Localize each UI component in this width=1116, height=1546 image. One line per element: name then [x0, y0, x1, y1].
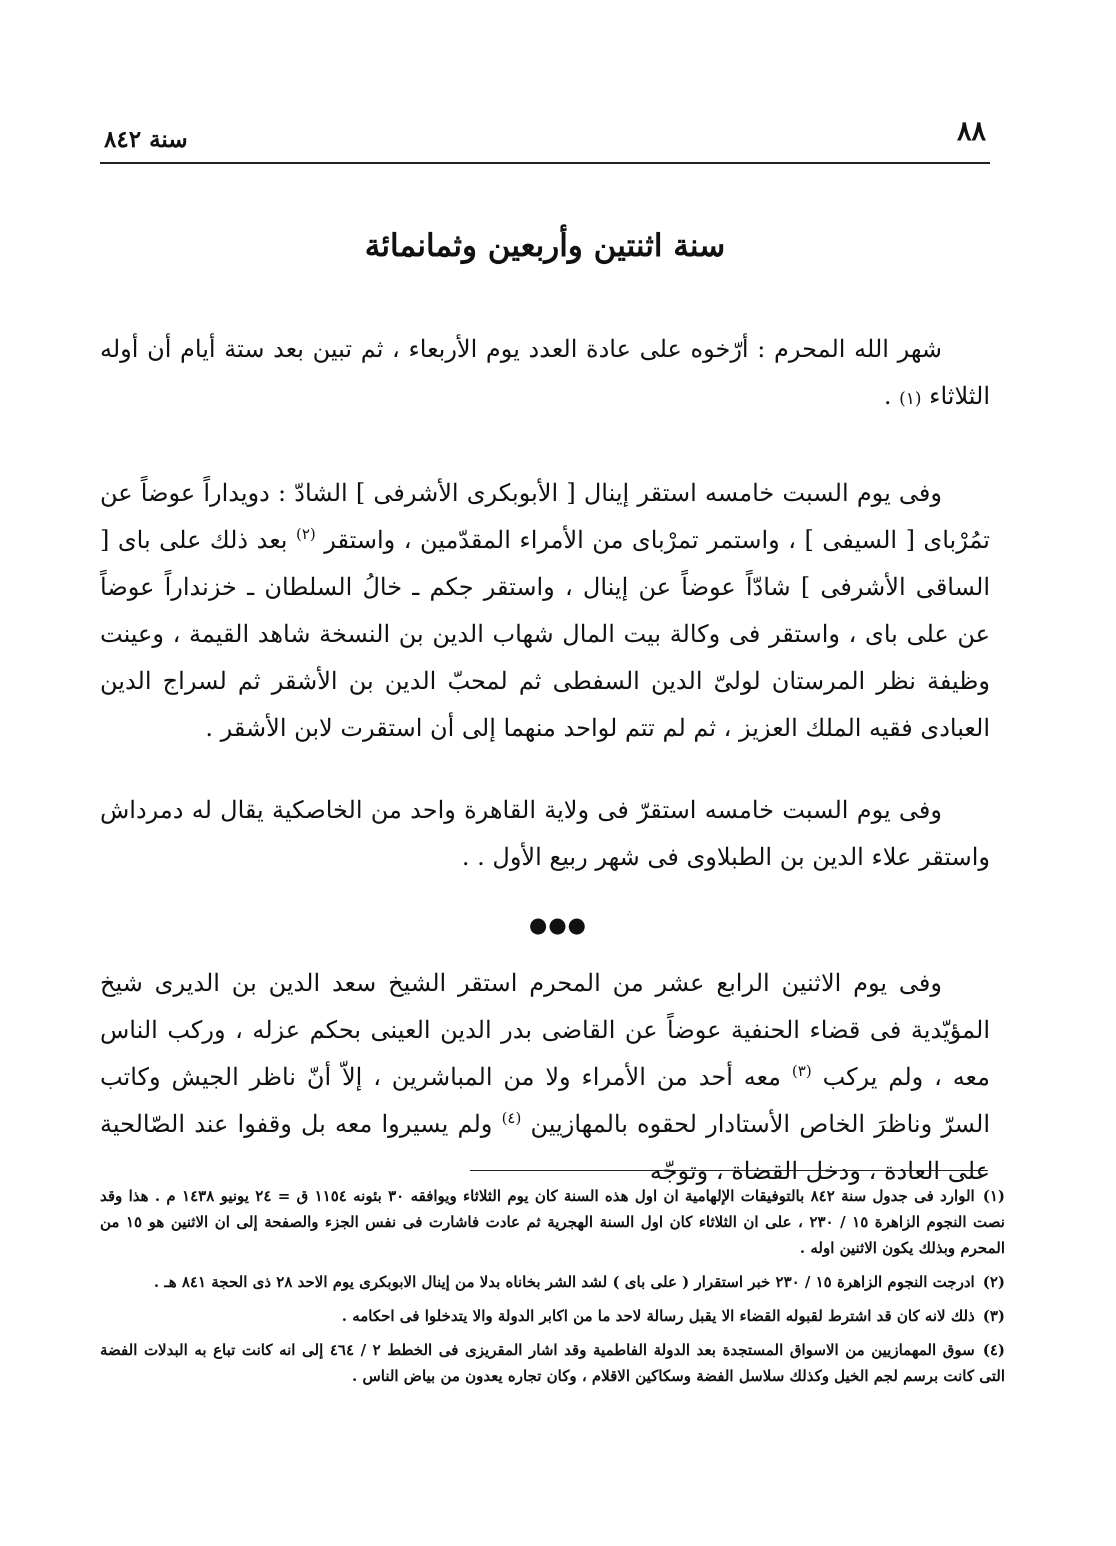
paragraph-2-tail: بعد ذلك على باى [ الساقى الأشرفى ] شادّاً عوضاً عن إينال ، واستقر جكم ـ خالُ السلطان ـ خزنداراً عوضاً عن على باى ، واستقر فى وكالة بيت المال شهاب الدين بن النسخة شاهد القيمة ، وعينت وظيفة نظر المرستان لولىّ الدين السفطى ثم لمحبّ الدين بن الأشقر ثم لسراج الدين العبادى فقيه الملك العزيز ، ثم لم تتم لواحد منهما إلى أن استقرت لابن الأشقر .	[100, 526, 990, 742]
paragraph-3-text: وفى يوم السبت خامسه استقرّ فى ولاية القاهرة واحد من الخاصكية يقال له دمرداش واستقر علاء الدين بن الطبلاوى فى شهر ربيع الأول . .	[100, 796, 990, 871]
paragraph-4	[100, 960, 990, 1195]
paragraph-4-text-b: معه أحد من الأمراء ولا من المباشرين ، إلاّ أنّ ناظر الجيش وكاتب السرّ وناظرَ الخاص الأستادار لحقوه بالمهازيين	[100, 1063, 990, 1138]
page-number: ٨٨	[956, 116, 986, 147]
footnote-ref-1[interactable]: (١)	[899, 389, 922, 409]
footnote-number: (٢)	[982, 1273, 1005, 1291]
footnote-ref-4[interactable]: (٤)	[501, 1109, 522, 1127]
running-header	[100, 112, 990, 164]
paragraph-4-text-a: وفى يوم الاثنين الرابع عشر من المحرم استقر الشيخ سعد الدين بن الديرى شيخ المؤيّدية فى قضاء الحنفية عوضاً عن القاضى بدر الدين العينى بحكم عزله ، وركب الناس معه ، ولم يركب	[100, 969, 990, 1091]
footnote-ref-3[interactable]: (٣)	[791, 1062, 812, 1080]
footnote-text: سوق المهمازيين من الاسواق المستجدة بعد الدولة الفاطمية وقد اشار المقريزى فى الخطط ٢ / ٤٦٤ إلى انه كانت تباع به البدلات الفضة التى كانت برسم لجم الخيل وكذلك سلاسل الفضة وسكاكين الاقلام ، وكان تجاره يعدون من بياض الناس .	[100, 1341, 1005, 1385]
paragraph-1-text: شهر الله المحرم : أرّخوه على عادة العدد يوم الأربعاء ، ثم تبين بعد ستة أيام أن أوله الثلاثاء	[100, 335, 990, 410]
footnote-number: (١)	[982, 1187, 1005, 1205]
paragraph-4-text-c: ولم يسيروا معه بل وقفوا عند الصّالحية على العادة ، ودخل القضاة ، وتوجّه	[100, 1110, 990, 1185]
paragraph-2-text: وفى يوم السبت خامسه استقر إينال [ الأبوبكرى الأشرفى ] الشادّ : دويداراً عوضاً عن تمُرْباى [ السيفى ] ، واستمر تمرْباى من الأمراء المقدّمين ، واستقر	[100, 479, 990, 554]
footnote-divider	[470, 1170, 988, 1171]
section-separator: ●●●	[529, 912, 587, 937]
footnote-text: الوارد فى جدول سنة ٨٤٢ بالتوفيقات الإلهامية ان اول هذه السنة كان يوم الثلاثاء ويوافقه ٣٠ بئونه ١١٥٤ ق = ٢٤ يونيو ١٤٣٨ م . هذا وقد نصت النجوم الزاهرة ١٥ / ٢٣٠ ، على ان الثلاثاء كان اول السنة الهجرية ثم عادت فاشارت فى نفس الجزء والصفحة إلى ان الاثنين هو ١٥ من المحرم وبذلك يكون الاثنين اوله .	[100, 1187, 1005, 1257]
paragraph-1-tail: .	[883, 382, 900, 410]
paragraph-2	[100, 470, 990, 752]
chapter-title: سنة اثنتين وأربعين وثمانمائة	[364, 228, 726, 264]
footnote-2	[100, 1269, 1005, 1295]
footnote-text: ادرجت النجوم الزاهرة ١٥ / ٢٣٠ خبر استقرار ( على باى ) لشد الشر بخاناه بدلا من إينال الابوبكرى يوم الاحد ٢٨ ذى الحجة ٨٤١ هـ .	[153, 1273, 975, 1291]
footnote-number: (٣)	[982, 1307, 1005, 1325]
running-title: سنة ٨٤٢	[104, 126, 188, 153]
footnote-text: ذلك لانه كان قد اشترط لقبوله القضاء الا يقبل رسالة لاحد ما من اكابر الدولة والا يتدخلوا فى احكامه .	[341, 1307, 975, 1325]
footnote-number: (٤)	[982, 1341, 1005, 1359]
footnote-ref-2[interactable]: (٢)	[295, 525, 316, 543]
footnotes	[100, 1183, 1005, 1397]
footnote-4	[100, 1337, 1005, 1389]
paragraph-3	[100, 787, 990, 881]
footnote-3	[100, 1303, 1005, 1329]
footnote-1	[100, 1183, 1005, 1261]
paragraph-1	[100, 326, 990, 423]
